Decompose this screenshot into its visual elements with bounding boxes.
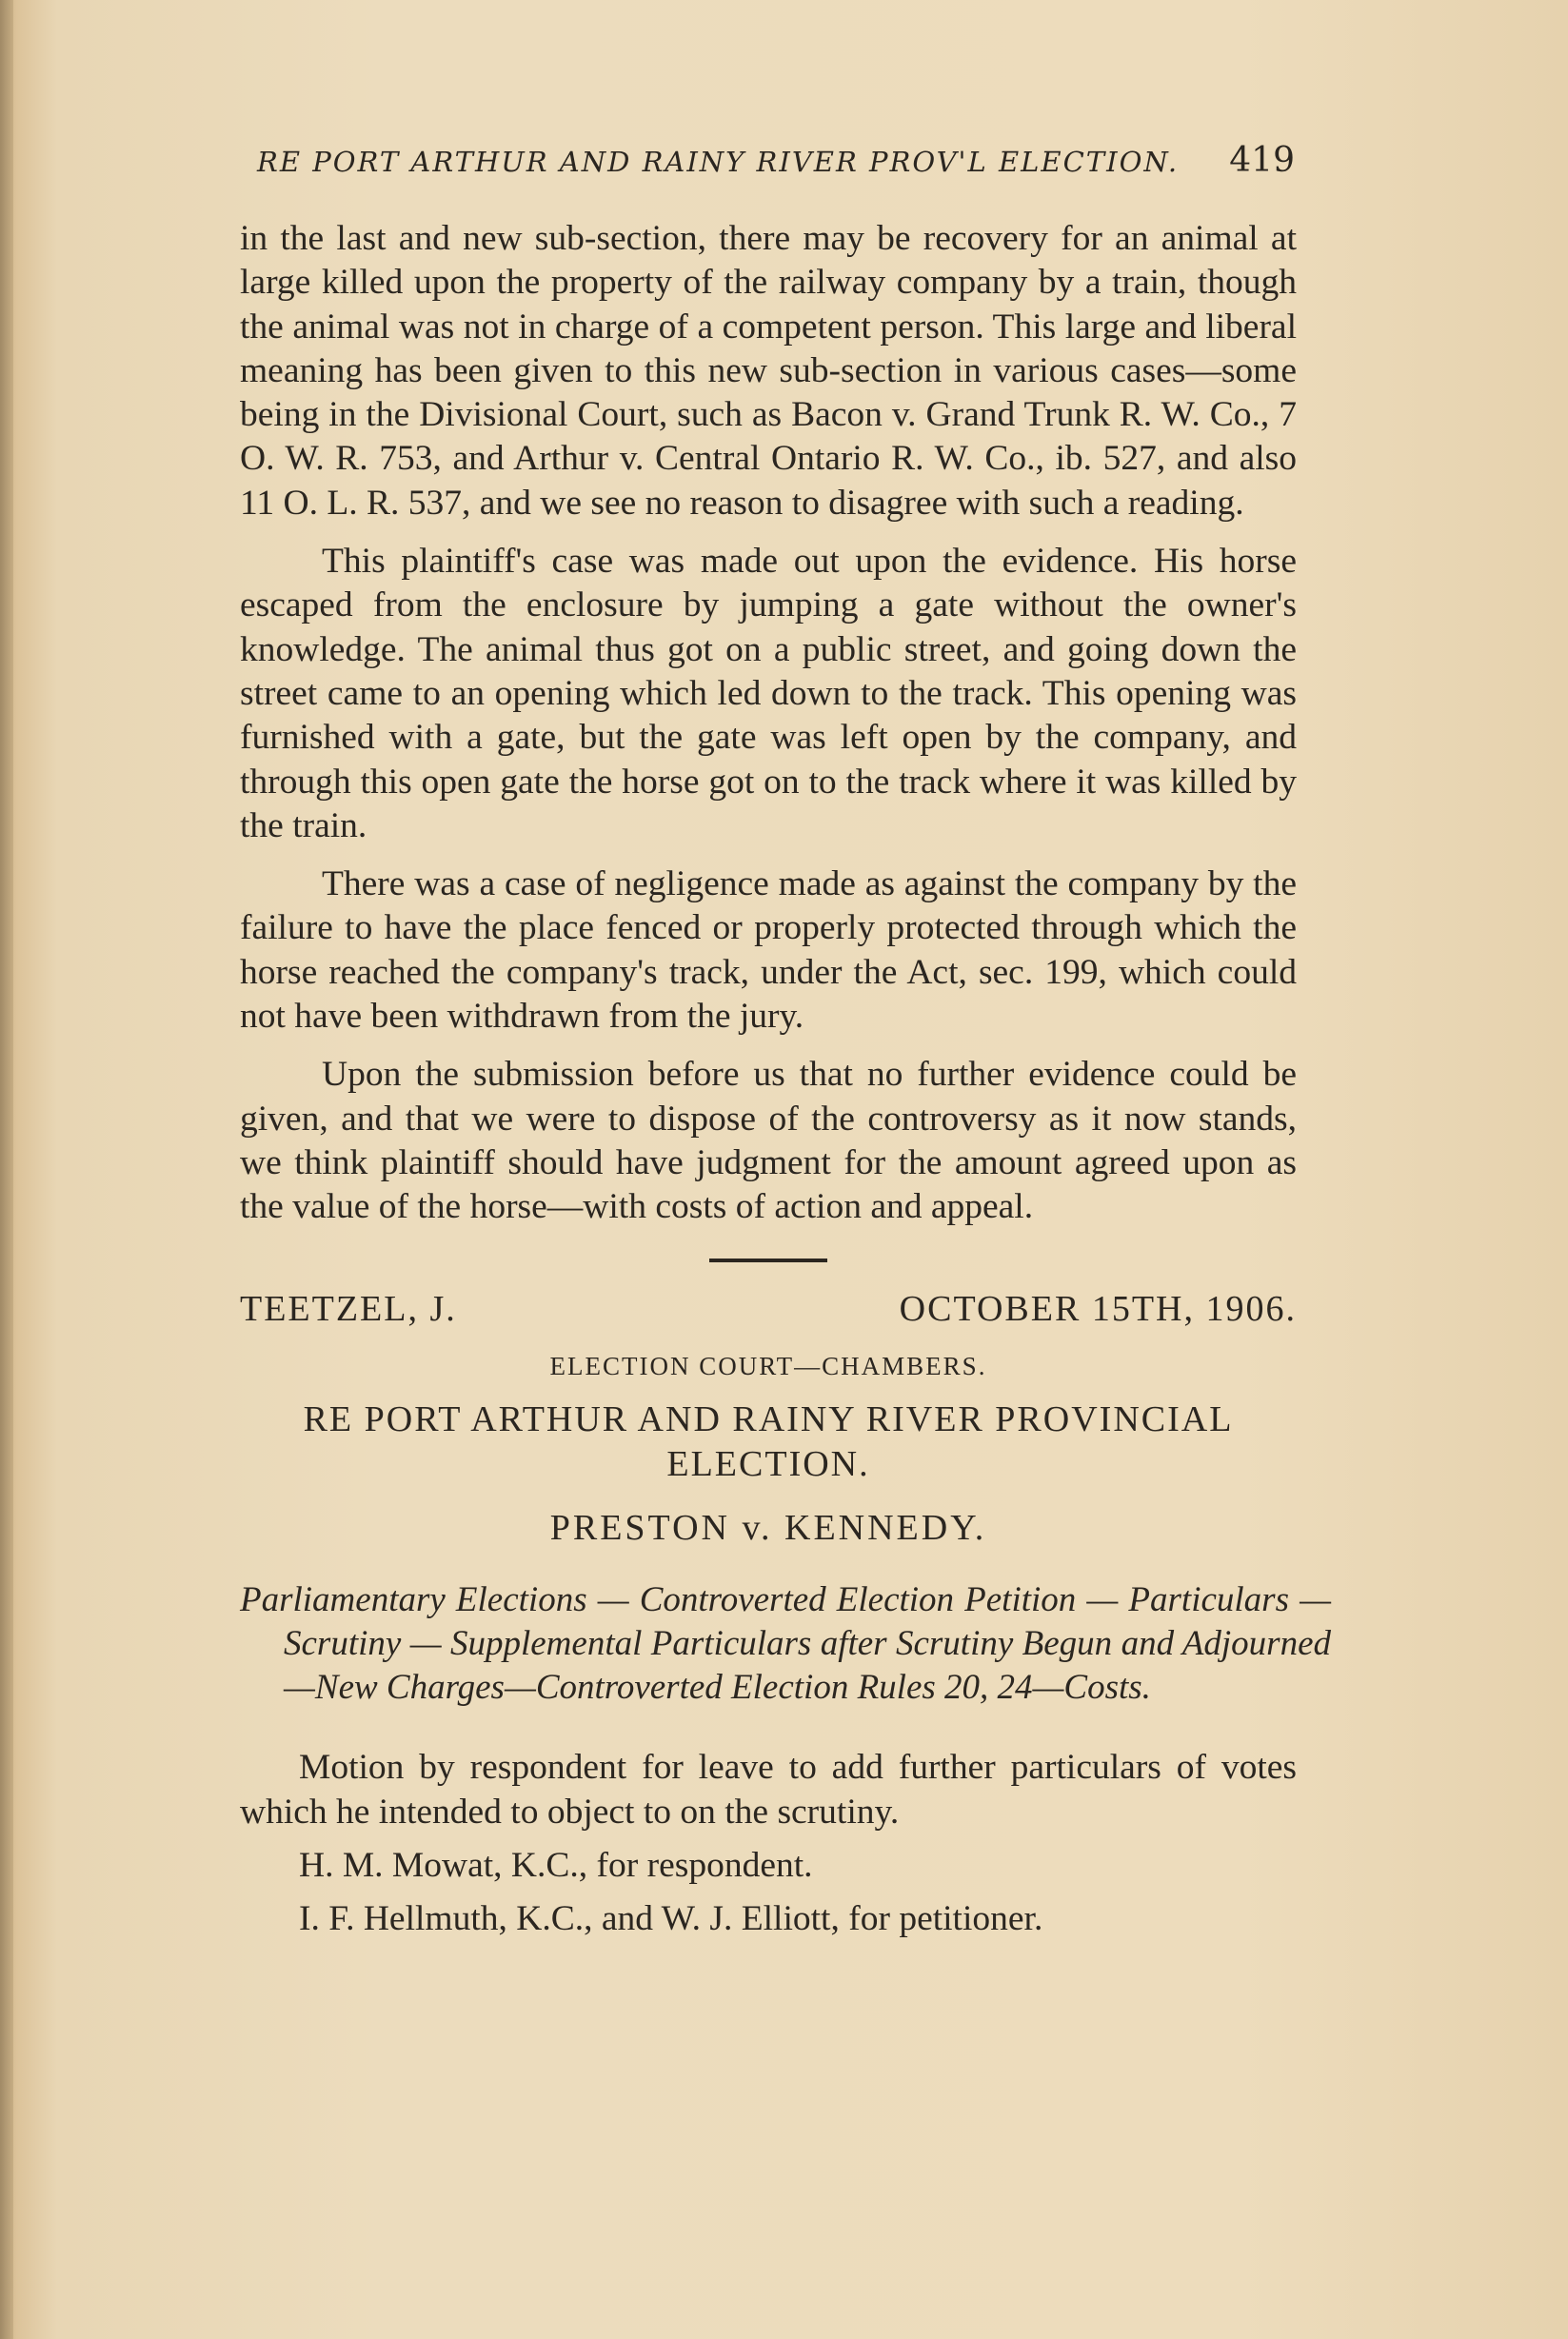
page-number: 419: [1229, 141, 1295, 180]
decision-date: OCTOBER 15TH, 1906.: [899, 1288, 1297, 1329]
counsel-petitioner: I. F. Hellmuth, K.C., and W. J. Elliott, for petitioner.: [299, 1899, 1043, 1939]
case-details: [240, 1746, 1297, 1941]
motion-text: Motion by respondent for leave to add further particulars of votes which he intended to object to on the scrutiny.: [240, 1748, 1297, 1832]
paragraph: This plaintiff's case was made out upon the evidence. His horse escaped from the enclosure by jumping a gate without the owner's knowledge. The animal thus got on a public street, and going down the street came to an opening which led down to the track. This opening was furnished with a gate, but the gate was left open by the company, and through this open gate the horse got on to the track where it was killed by the train.: [240, 542, 1297, 845]
page-gutter: [0, 0, 13, 2339]
case-title: RE PORT ARTHUR AND RAINY RIVER PROVINCIAL ELECTION.: [303, 1399, 1234, 1485]
case-headnote: Parliamentary Elections — Controverted Election Petition — Particulars — Scrutiny — Supplemental Particulars after Scrutiny Begun and Adjourned—New Charges—Controverted Election Rules 20, 24—Costs.: [240, 1580, 1331, 1708]
case-dateline: [240, 1287, 1297, 1331]
paragraph: There was a case of negligence made as against the company by the failure to have the place fenced or properly protected through which the horse reached the company's track, under the Act, sec. 199, which could not have been withdrawn from the jury.: [240, 864, 1297, 1037]
judge-name: TEETZEL, J.: [240, 1288, 457, 1329]
court-name: ELECTION COURT—CHAMBERS.: [549, 1351, 987, 1380]
page-body: [240, 217, 1331, 1942]
section-divider: [709, 1259, 827, 1262]
running-header: [257, 141, 1295, 180]
running-title: RE PORT ARTHUR AND RAINY RIVER PROV'L ELECTION.: [257, 146, 1180, 178]
counsel-respondent: H. M. Mowat, K.C., for respondent.: [299, 1846, 813, 1886]
paragraph-continued: in the last and new sub-section, there may be recovery for an animal at large killed upon the property of the railway company by a train, though the animal was not in charge of a competent person. This large and liberal meaning has been given to this new sub-section in various cases—some being in the Divisional Court, such as Bacon v. Grand Trunk R. W. Co., 7 O. W. R. 753, and Arthur v. Central Ontario R. W. Co., ib. 527, and also 11 O. L. R. 537, and we see no reason to disagree with such a reading.: [240, 219, 1297, 523]
paragraph: Upon the submission before us that no further evidence could be given, and that we were to dispose of the controversy as it now stands, we think plaintiff should have judgment for the amount agreed upon as the value of the horse—with costs of action and appeal.: [240, 1055, 1297, 1227]
case-parties: PRESTON v. KENNEDY.: [549, 1508, 987, 1549]
